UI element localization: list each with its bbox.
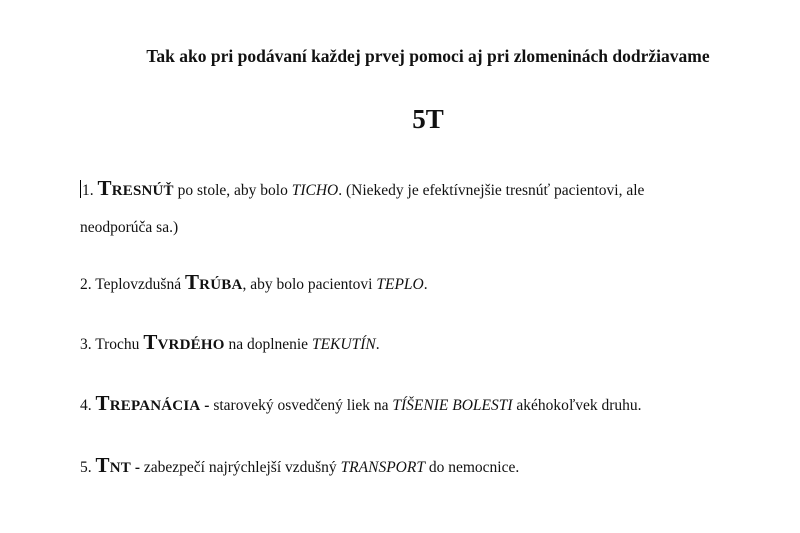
- item-keyword: Tresnúť: [97, 176, 174, 200]
- item-keyword: Tnt: [95, 453, 131, 477]
- item-number: 5.: [80, 459, 92, 476]
- item-text: , aby bolo pacientovi: [242, 276, 377, 293]
- list-item-4: [80, 385, 780, 424]
- text-cursor: [80, 180, 81, 198]
- item-dash: -: [130, 459, 144, 476]
- item-text: po stole, aby bolo: [173, 182, 292, 199]
- item-dash: -: [200, 397, 214, 414]
- document-heading: Tak ako pri podávaní každej prvej pomoci aj pri zlomeninách dodržiavame: [146, 46, 710, 66]
- list-item-1: [80, 170, 780, 246]
- item-text: staroveký osvedčený liek na: [213, 397, 393, 414]
- item-emphasis: TEPLO: [376, 276, 424, 293]
- list-item-3: [80, 324, 780, 363]
- item-text-after: .: [375, 336, 380, 353]
- item-number: 3. Trochu: [80, 336, 140, 353]
- item-emphasis: TRANSPORT: [340, 459, 425, 476]
- item-text: zabezpečí najrýchlejší vzdušný: [143, 459, 341, 476]
- item-emphasis: TÍŠENIE BOLESTI: [392, 397, 513, 414]
- item-emphasis: TICHO: [291, 182, 339, 199]
- item-text-after: do nemocnice.: [424, 459, 520, 476]
- item-number: 1.: [82, 182, 94, 199]
- item-emphasis: TEKUTÍN: [311, 336, 376, 353]
- item-text: na doplnenie: [224, 336, 312, 353]
- item-text-after: .: [423, 276, 428, 293]
- item-number: 2. Teplovzdušná: [80, 276, 182, 293]
- item-text-after: akéhokoľvek druhu.: [512, 397, 642, 414]
- item-number: 4.: [80, 397, 92, 414]
- item-keyword: Trúba: [184, 270, 243, 294]
- document-subheading: 5T: [412, 104, 444, 134]
- item-keyword: Trepanácia: [95, 391, 201, 415]
- item-keyword: Tvrdého: [143, 330, 225, 354]
- item-text-after: . (Niekedy je efektívnejšie tresnúť pacientovi, ale: [338, 182, 645, 199]
- list-item-5: [80, 447, 780, 486]
- list-item-2: [80, 264, 780, 303]
- item-text-line2: neodporúča sa.): [80, 219, 179, 236]
